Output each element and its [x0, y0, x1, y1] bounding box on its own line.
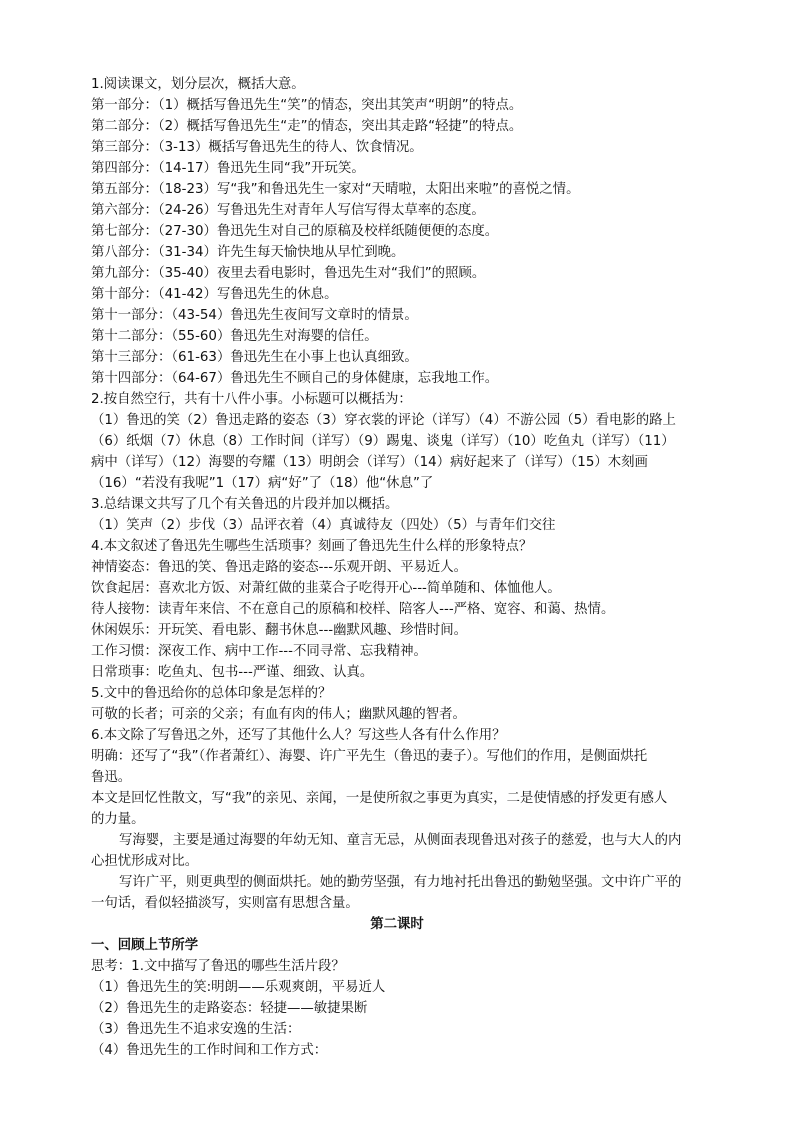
answer-6-line-2: 鲁迅。 [91, 770, 132, 785]
memoir-line-1: 本文是回忆性散文，写“我”的亲见、亲闻，一是使所叙之事更为真实，二是使情感的抒发更有感人 [91, 791, 668, 806]
part-12: 第十二部分：（55-60）鲁迅先生对海婴的信任。 [91, 329, 378, 344]
review-item-3: （3）鲁迅先生不追求安逸的生活： [91, 1022, 301, 1037]
part-5: 第五部分：（18-23）写“我”和鲁迅先生一家对“天晴啦，太阳出来啦”的喜悦之情。 [91, 182, 580, 197]
part-10: 第十部分：（41-42）写鲁迅先生的休息。 [91, 287, 338, 302]
question-2: 2.按自然空行，共有十八件小事。小标题可以概括为： [91, 392, 412, 407]
question-4: 4.本文叙述了鲁迅先生哪些生活琐事？刻画了鲁迅先生什么样的形象特点？ [91, 539, 533, 554]
question-3: 3.总结课文共写了几个有关鲁迅的片段并加以概括。 [91, 497, 399, 512]
part-4: 第四部分：（14-17）鲁迅先生同“我”开玩笑。 [91, 161, 365, 176]
lesson-2-title: 第二课时 [370, 917, 424, 932]
answer-4-diet: 饮食起居：喜欢北方饭、对萧红做的韭菜合子吃得开心---简单随和、体恤他人。 [91, 581, 561, 596]
question-1: 1.阅读课文，划分层次，概括大意。 [91, 77, 305, 92]
part-14: 第十四部分：（64-67）鲁迅先生不顾自己的身体健康，忘我地工作。 [91, 371, 499, 386]
subtitle-line-3: 病中（详写）（12）海婴的夸耀（13）明朗会（详写）（14）病好起来了（详写）（15）木刻画 [91, 455, 648, 470]
part-8: 第八部分：（31-34）许先生每天愉快地从早忙到晚。 [91, 245, 405, 260]
review-item-1: （1）鲁迅先生的笑:明朗——乐观爽朗，平易近人 [91, 980, 386, 995]
haiying-line-2: 心担忧形成对比。 [91, 854, 199, 869]
xu-line-1: 写许广平，则更典型的侧面烘托。她的勤劳坚强，有力地衬托出鲁迅的勤勉坚强。文中许广平的 [119, 875, 682, 890]
subtitle-line-1: （1）鲁迅的笑（2）鲁迅走路的姿态（3）穿衣裳的评论（详写）（4）不游公园（5）看电影的路上 [91, 413, 676, 428]
part-7: 第七部分：（27-30）鲁迅先生对自己的原稿及校样纸随便便的态度。 [91, 224, 499, 239]
answer-4-hospitality: 待人接物：读青年来信、不在意自己的原稿和校样、陪客人---严格、宽容、和蔼、热情。 [91, 602, 615, 617]
xu-line-2: 一句话，看似轻描淡写，实则富有思想含量。 [91, 896, 359, 911]
think-question: 思考：1.文中描写了鲁迅的哪些生活片段？ [91, 959, 345, 974]
review-item-4: （4）鲁迅先生的工作时间和工作方式： [91, 1043, 328, 1058]
part-9: 第九部分：（35-40）夜里去看电影时，鲁迅先生对“我们”的照顾。 [91, 266, 486, 281]
subtitle-line-2: （6）纸烟（7）休息（8）工作时间（详写）（9）踢鬼、谈鬼（详写）（10）吃鱼丸（详写）（11） [91, 434, 675, 449]
question-5: 5.文中的鲁迅给你的总体印象是怎样的？ [91, 686, 332, 701]
answer-5: 可敬的长者；可亲的父亲；有血有肉的伟人；幽默风趣的智者。 [91, 707, 466, 722]
part-6: 第六部分：（24-26）写鲁迅先生对青年人写信写得太草率的态度。 [91, 203, 485, 218]
part-1: 第一部分：（1）概括写鲁迅先生“笑”的情态，突出其笑声“明朗”的特点。 [91, 98, 523, 113]
memoir-line-2: 的力量。 [91, 812, 145, 827]
answer-6-line-1: 明确：还写了“我”（作者萧红）、海婴、许广平先生（鲁迅的妻子）。写他们的作用，是侧面烘托 [91, 749, 648, 764]
part-2: 第二部分：（2）概括写鲁迅先生“走”的情态，突出其走路“轻捷”的特点。 [91, 119, 523, 134]
answer-4-leisure: 休闲娱乐：开玩笑、看电影、翻书休息---幽默风趣、珍惜时间。 [91, 623, 468, 638]
subtitle-line-4: （16）“若没有我呢”1（17）病“好”了（18）他“休息”了 [91, 476, 434, 491]
answer-4-expression: 神情姿态：鲁迅的笑、鲁迅走路的姿态---乐观开朗、平易近人。 [91, 560, 468, 575]
question-6: 6.本文除了写鲁迅之外，还写了其他什么人？写这些人各有什么作用？ [91, 728, 506, 743]
review-item-2: （2）鲁迅先生的走路姿态：轻捷——敏捷果断 [91, 1001, 368, 1016]
part-11: 第十一部分：（43-54）鲁迅先生夜间写文章时的情景。 [91, 308, 418, 323]
answer-3: （1）笑声（2）步伐（3）品评衣着（4）真诚待友（四处）（5）与青年们交往 [91, 518, 556, 533]
part-3: 第三部分：（3-13）概括写鲁迅先生的待人、饮食情况。 [91, 140, 423, 155]
section-1-heading: 一、回顾上节所学 [91, 938, 199, 953]
haiying-line-1: 写海婴，主要是通过海婴的年幼无知、童言无忌，从侧面表现鲁迅对孩子的慈爱，也与大人的内 [119, 833, 682, 848]
answer-4-daily: 日常琐事：吃鱼丸、包书---严谨、细致、认真。 [91, 665, 374, 680]
answer-4-work: 工作习惯：深夜工作、病中工作---不同寻常、忘我精神。 [91, 644, 427, 659]
part-13: 第十三部分：（61-63）鲁迅先生在小事上也认真细致。 [91, 350, 418, 365]
